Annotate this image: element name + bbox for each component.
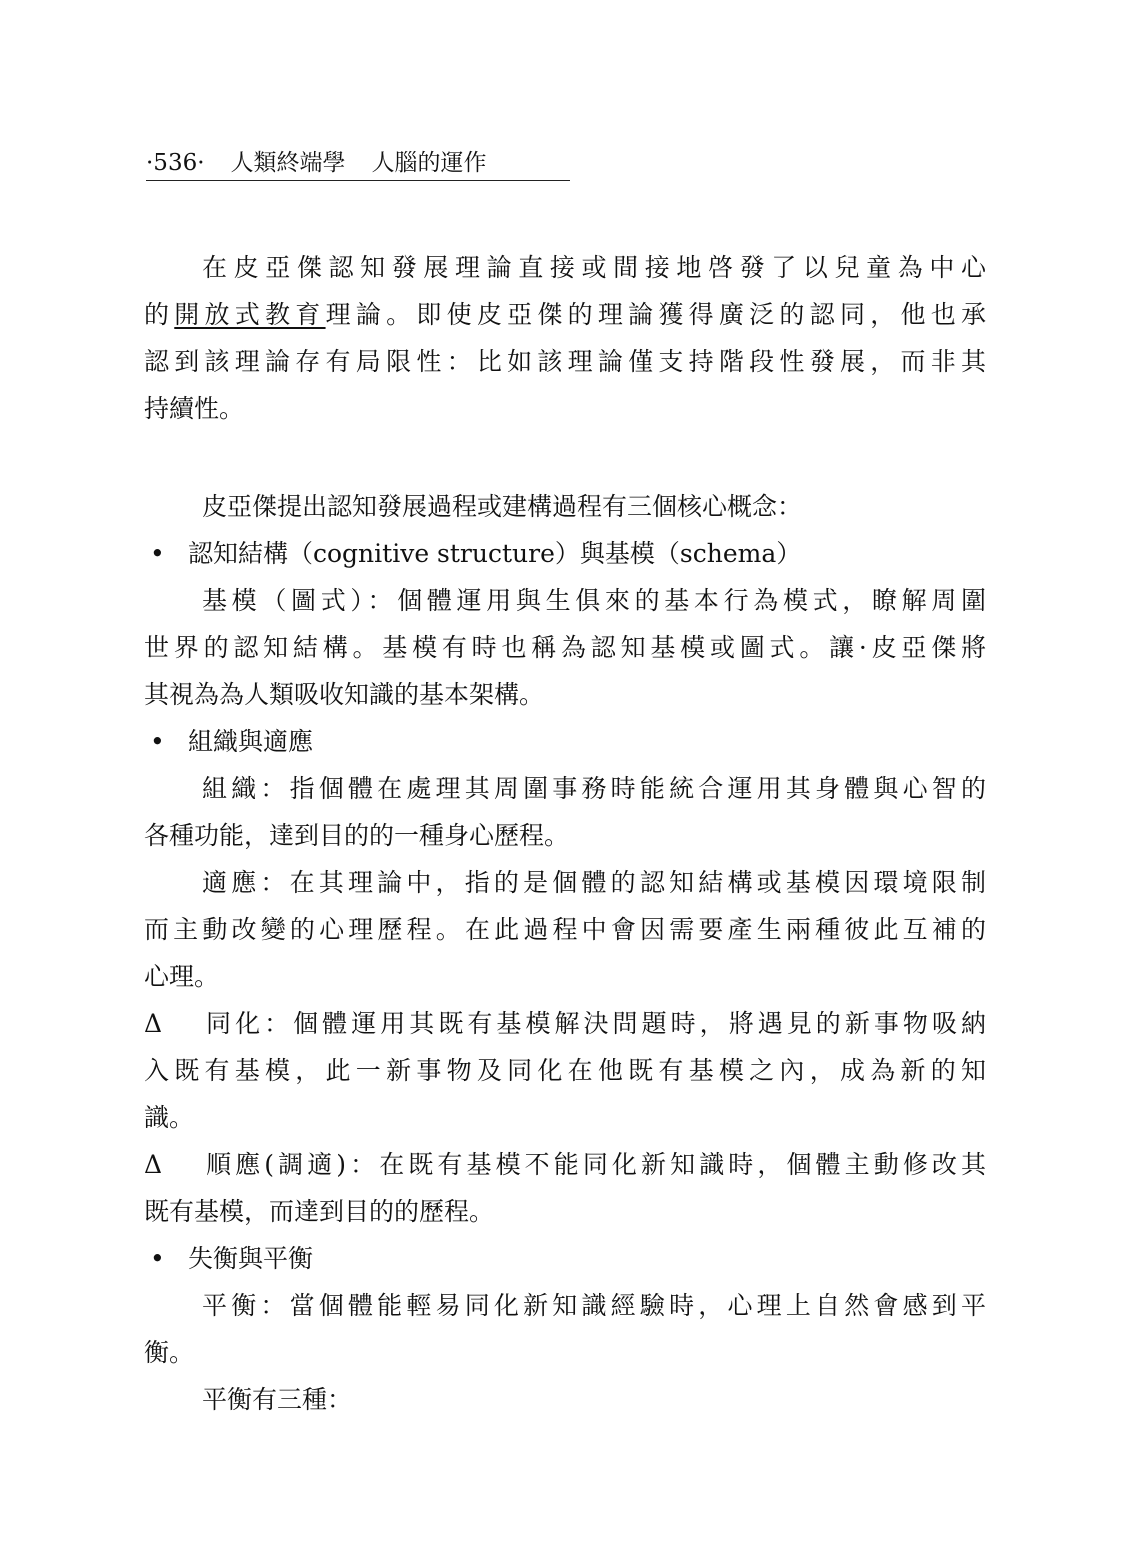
text-line: 基模（圖式）：個體運用與生俱來的基本行為模式，瞭解周圍 bbox=[202, 586, 986, 615]
paragraph-intro bbox=[144, 244, 986, 432]
delta-item-accommodation: Δ 順應(調適)：在既有基模不能同化新知識時，個體主動修改其 bbox=[144, 1141, 986, 1188]
text-line: 識。 bbox=[144, 1103, 195, 1132]
page-number: ·536· bbox=[146, 150, 205, 176]
delta-icon: Δ bbox=[144, 1150, 163, 1179]
paragraph-concepts bbox=[144, 483, 986, 1423]
text-line: 入既有基模，此一新事物及同化在他既有基模之內，成為新的知 bbox=[144, 1056, 986, 1085]
bullet-label: 認知結構（cognitive structure）與基模（schema） bbox=[188, 539, 802, 568]
bullet-label: 失衡與平衡 bbox=[188, 1244, 314, 1273]
bullet-icon: • bbox=[150, 539, 165, 568]
text-line: 而主動改變的心理歷程。在此過程中會因需要產生兩種彼此互補的 bbox=[144, 915, 986, 944]
bullet-icon: • bbox=[150, 1244, 165, 1273]
text-line: 持續性。 bbox=[144, 394, 245, 423]
text-line: 皮亞傑提出認知發展過程或建構過程有三個核心概念： bbox=[202, 492, 803, 521]
text-line: 適應：在其理論中，指的是個體的認知結構或基模因環境限制 bbox=[202, 868, 986, 897]
delta-item-assimilation: Δ 同化：個體運用其既有基模解決問題時，將遇見的新事物吸納 bbox=[144, 1000, 986, 1047]
text-line: 認到該理論存有局限性：比如該理論僅支持階段性發展，而非其 bbox=[144, 347, 986, 376]
text-line: 世界的認知結構。基模有時也稱為認知基模或圖式。讓·皮亞傑將 bbox=[144, 633, 986, 662]
text-line: 的開放式教育理論。即使皮亞傑的理論獲得廣泛的認同，他也承 bbox=[144, 300, 986, 329]
bullet-icon: • bbox=[150, 727, 165, 756]
text-line: 其視為為人類吸收知識的基本架構。 bbox=[144, 680, 545, 709]
text-line: 在皮亞傑認知發展理論直接或間接地啓發了以兒童為中心 bbox=[202, 253, 986, 282]
bullet-item-disequilibrium bbox=[144, 1235, 986, 1282]
text-line: 平衡：當個體能輕易同化新知識經驗時，心理上自然會感到平 bbox=[202, 1291, 986, 1320]
text-line: 既有基模，而達到目的的歷程。 bbox=[144, 1197, 495, 1226]
open-education-term: 開放式教育 bbox=[174, 300, 326, 329]
running-header bbox=[146, 146, 570, 181]
bullet-item-cognitive-structure bbox=[144, 530, 986, 577]
text-line: 衡。 bbox=[144, 1338, 195, 1367]
bullet-label: 組織與適應 bbox=[188, 727, 314, 756]
text-line: 組織：指個體在處理其周圍事務時能統合運用其身體與心智的 bbox=[202, 774, 986, 803]
book-title: 人類終端學 bbox=[230, 150, 346, 176]
text-line: 心理。 bbox=[144, 962, 220, 991]
chapter-title: 人腦的運作 bbox=[371, 150, 487, 176]
bullet-item-organization-adaptation bbox=[144, 718, 986, 765]
text-line: 平衡有三種： bbox=[202, 1385, 353, 1414]
delta-icon: Δ bbox=[144, 1009, 163, 1038]
text-line: 各種功能，達到目的的一種身心歷程。 bbox=[144, 821, 570, 850]
